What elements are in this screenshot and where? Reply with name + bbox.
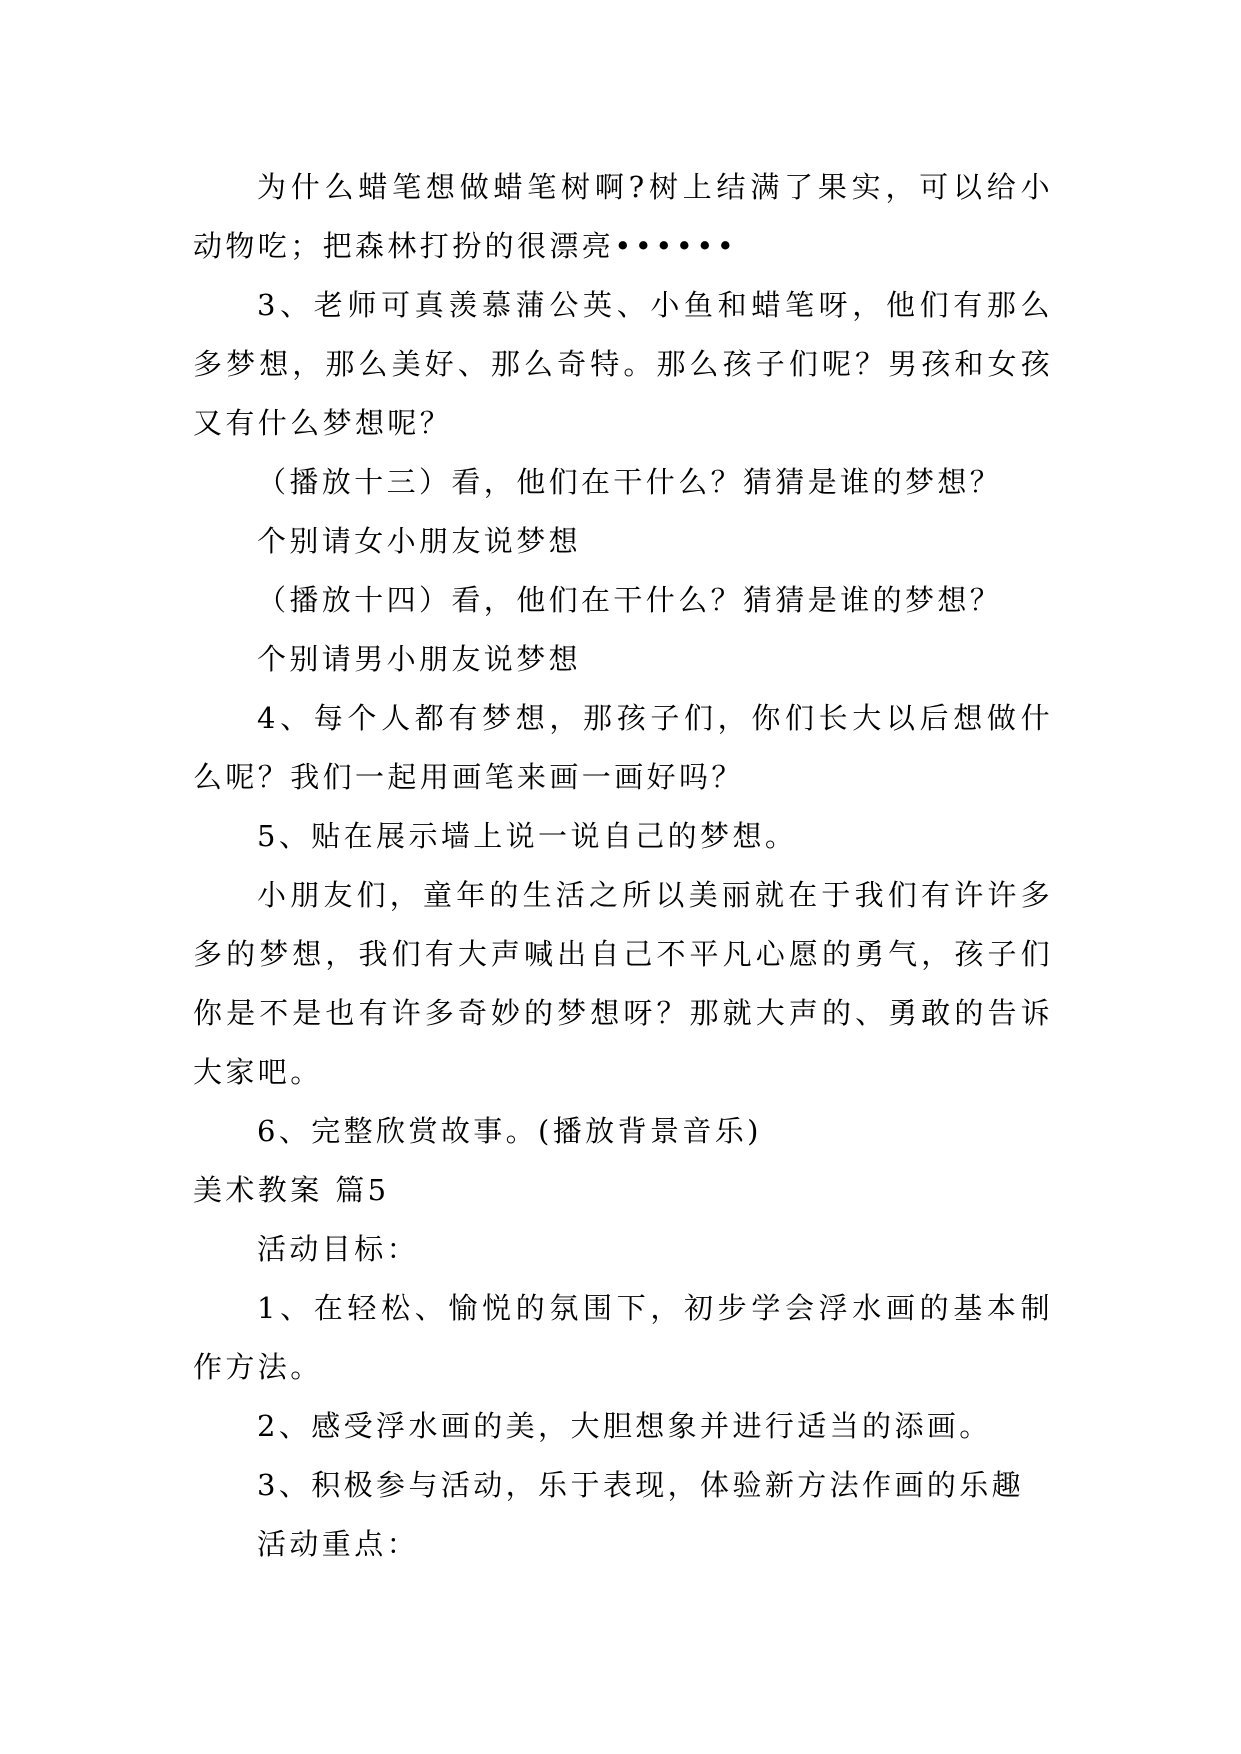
paragraph: 3、老师可真羡慕蒲公英、小鱼和蜡笔呀，他们有那么多梦想，那么美好、那么奇特。那么孩子们呢？男孩和女孩又有什么梦想呢？ bbox=[193, 288, 1053, 440]
paragraph: 活动目标： bbox=[257, 1232, 420, 1266]
paragraph: 个别请女小朋友说梦想 bbox=[257, 524, 582, 558]
paragraph: 活动重点： bbox=[257, 1527, 420, 1561]
paragraph: 6、完整欣赏故事。(播放背景音乐) bbox=[257, 1114, 762, 1148]
paragraph: （播放十三）看，他们在干什么？猜猜是谁的梦想？ bbox=[257, 465, 1003, 499]
paragraph: （播放十四）看，他们在干什么？猜猜是谁的梦想？ bbox=[257, 583, 1003, 617]
paragraph: 个别请男小朋友说梦想 bbox=[257, 642, 582, 676]
paragraph: 3、积极参与活动，乐于表现，体验新方法作画的乐趣 bbox=[257, 1468, 1025, 1502]
paragraph: 1、在轻松、愉悦的氛围下，初步学会浮水画的基本制作方法。 bbox=[193, 1291, 1053, 1384]
document-body bbox=[193, 158, 1053, 1574]
paragraph: 5、贴在展示墙上说一说自己的梦想。 bbox=[257, 819, 798, 853]
paragraph: 4、每个人都有梦想，那孩子们，你们长大以后想做什么呢？我们一起用画笔来画一画好吗？ bbox=[193, 701, 1053, 794]
paragraph: 2、感受浮水画的美，大胆想象并进行适当的添画。 bbox=[257, 1409, 992, 1443]
section-heading: 美术教案 篇5 bbox=[193, 1173, 390, 1207]
paragraph: 为什么蜡笔想做蜡笔树啊?树上结满了果实，可以给小动物吃；把森林打扮的很漂亮•••••• bbox=[193, 170, 1053, 263]
paragraph: 小朋友们，童年的生活之所以美丽就在于我们有许许多多的梦想，我们有大声喊出自己不平凡心愿的勇气，孩子们你是不是也有许多奇妙的梦想呀？那就大声的、勇敢的告诉大家吧。 bbox=[193, 878, 1053, 1089]
